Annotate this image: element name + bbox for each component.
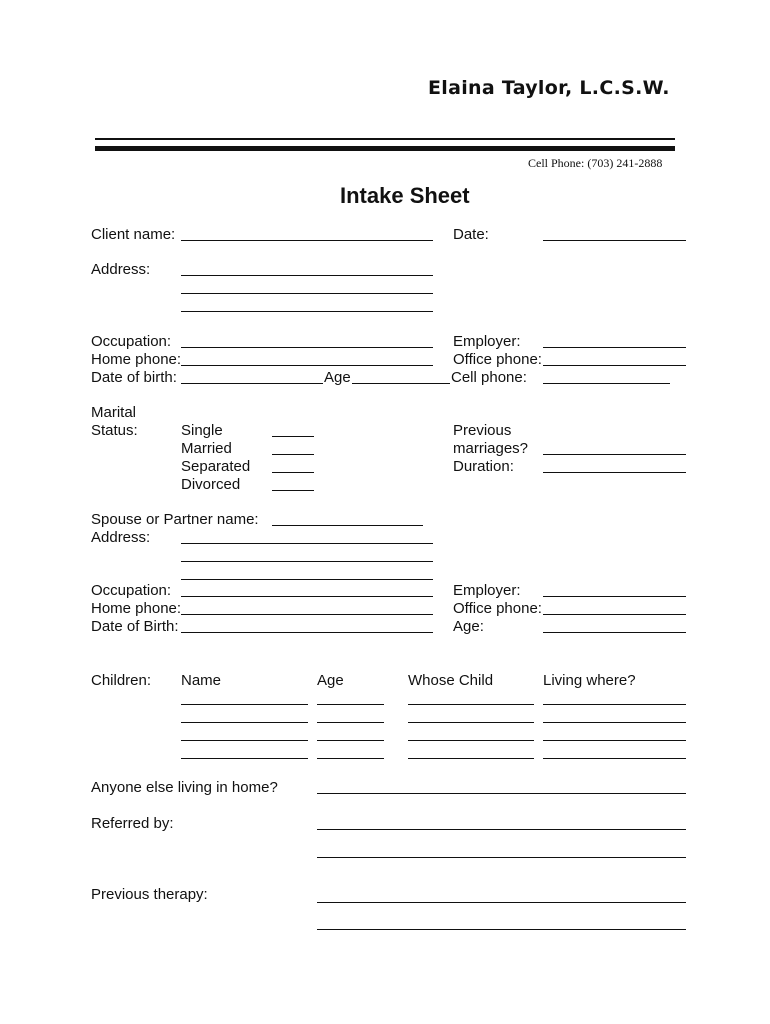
address-label: Address:	[91, 261, 151, 278]
dob-field[interactable]	[181, 383, 323, 384]
spouse-occupation-label: Occupation:	[91, 582, 172, 599]
header-rule-thin	[95, 138, 675, 140]
previous-marriages-field[interactable]	[543, 454, 686, 455]
employer-label: Employer:	[453, 333, 521, 350]
child-whose-field[interactable]	[408, 722, 534, 723]
age-label: Age	[324, 369, 351, 386]
marital-label-line1: Marital	[91, 404, 137, 421]
spouse-address-label: Address:	[91, 529, 151, 546]
cell-phone-label: Cell phone:	[451, 369, 527, 386]
child-living-field[interactable]	[543, 722, 686, 723]
spouse-home-phone-label: Home phone:	[91, 600, 182, 617]
child-name-field[interactable]	[181, 722, 308, 723]
date-field[interactable]	[543, 240, 686, 241]
divorced-check-field[interactable]	[272, 490, 314, 491]
duration-field[interactable]	[543, 472, 686, 473]
previous-therapy-field-line2[interactable]	[317, 929, 686, 930]
children-col-age: Age	[317, 672, 344, 689]
address-field-line2[interactable]	[181, 293, 433, 294]
referred-by-field-line2[interactable]	[317, 857, 686, 858]
child-age-field[interactable]	[317, 758, 384, 759]
child-name-field[interactable]	[181, 704, 308, 705]
single-check-field[interactable]	[272, 436, 314, 437]
spouse-age-field[interactable]	[543, 632, 686, 633]
previous-marriages-label-line1: Previous	[453, 422, 512, 439]
child-name-field[interactable]	[181, 740, 308, 741]
spouse-employer-field[interactable]	[543, 596, 686, 597]
spouse-name-label: Spouse or Partner name:	[91, 511, 259, 528]
child-whose-field[interactable]	[408, 740, 534, 741]
dob-label: Date of birth:	[91, 369, 177, 386]
marital-option-single: Single	[181, 422, 223, 439]
client-name-label: Client name:	[91, 226, 176, 243]
spouse-home-phone-field[interactable]	[181, 614, 433, 615]
client-name-field[interactable]	[181, 240, 433, 241]
separated-check-field[interactable]	[272, 472, 314, 473]
children-label: Children:	[91, 672, 152, 689]
spouse-address-field-line2[interactable]	[181, 561, 433, 562]
spouse-name-field[interactable]	[272, 525, 423, 526]
marital-option-separated: Separated	[181, 458, 251, 475]
child-age-field[interactable]	[317, 740, 384, 741]
address-field-line1[interactable]	[181, 275, 433, 276]
spouse-occupation-field[interactable]	[181, 596, 433, 597]
referred-by-field-line1[interactable]	[317, 829, 686, 830]
office-phone-field[interactable]	[543, 365, 686, 366]
children-col-whose-child: Whose Child	[408, 672, 494, 689]
employer-field[interactable]	[543, 347, 686, 348]
spouse-address-field-line3[interactable]	[181, 579, 433, 580]
spouse-office-phone-label: Office phone:	[453, 600, 542, 617]
spouse-office-phone-field[interactable]	[543, 614, 686, 615]
child-living-field[interactable]	[543, 740, 686, 741]
anyone-else-label: Anyone else living in home?	[91, 779, 278, 796]
child-whose-field[interactable]	[408, 704, 534, 705]
spouse-dob-label: Date of Birth:	[91, 618, 179, 635]
occupation-label: Occupation:	[91, 333, 172, 350]
spouse-employer-label: Employer:	[453, 582, 521, 599]
marital-label-line2: Status:	[91, 422, 138, 439]
spouse-dob-field[interactable]	[181, 632, 433, 633]
marital-option-married: Married	[181, 440, 232, 457]
referred-by-label: Referred by:	[91, 815, 174, 832]
spouse-address-field-line1[interactable]	[181, 543, 433, 544]
child-living-field[interactable]	[543, 704, 686, 705]
home-phone-field[interactable]	[181, 365, 433, 366]
provider-name: Elaina Taylor, L.C.S.W.	[428, 77, 670, 99]
date-label: Date:	[453, 226, 489, 243]
child-whose-field[interactable]	[408, 758, 534, 759]
marital-option-divorced: Divorced	[181, 476, 241, 493]
previous-therapy-field-line1[interactable]	[317, 902, 686, 903]
children-col-living-where: Living where?	[543, 672, 636, 689]
office-phone-label: Office phone:	[453, 351, 542, 368]
previous-marriages-label-line2: marriages?	[453, 440, 529, 457]
age-field[interactable]	[352, 383, 450, 384]
form-title: Intake Sheet	[340, 183, 470, 208]
child-age-field[interactable]	[317, 722, 384, 723]
spouse-age-label: Age:	[453, 618, 484, 635]
cell-phone-field[interactable]	[543, 383, 670, 384]
address-field-line3[interactable]	[181, 311, 433, 312]
anyone-else-field[interactable]	[317, 793, 686, 794]
header-rule-thick	[95, 146, 675, 151]
children-col-name: Name	[181, 672, 222, 689]
occupation-field[interactable]	[181, 347, 433, 348]
home-phone-label: Home phone:	[91, 351, 182, 368]
married-check-field[interactable]	[272, 454, 314, 455]
previous-therapy-label: Previous therapy:	[91, 886, 208, 903]
child-living-field[interactable]	[543, 758, 686, 759]
child-age-field[interactable]	[317, 704, 384, 705]
duration-label: Duration:	[453, 458, 514, 475]
child-name-field[interactable]	[181, 758, 308, 759]
provider-cell-phone: Cell Phone: (703) 241-2888	[528, 156, 663, 170]
